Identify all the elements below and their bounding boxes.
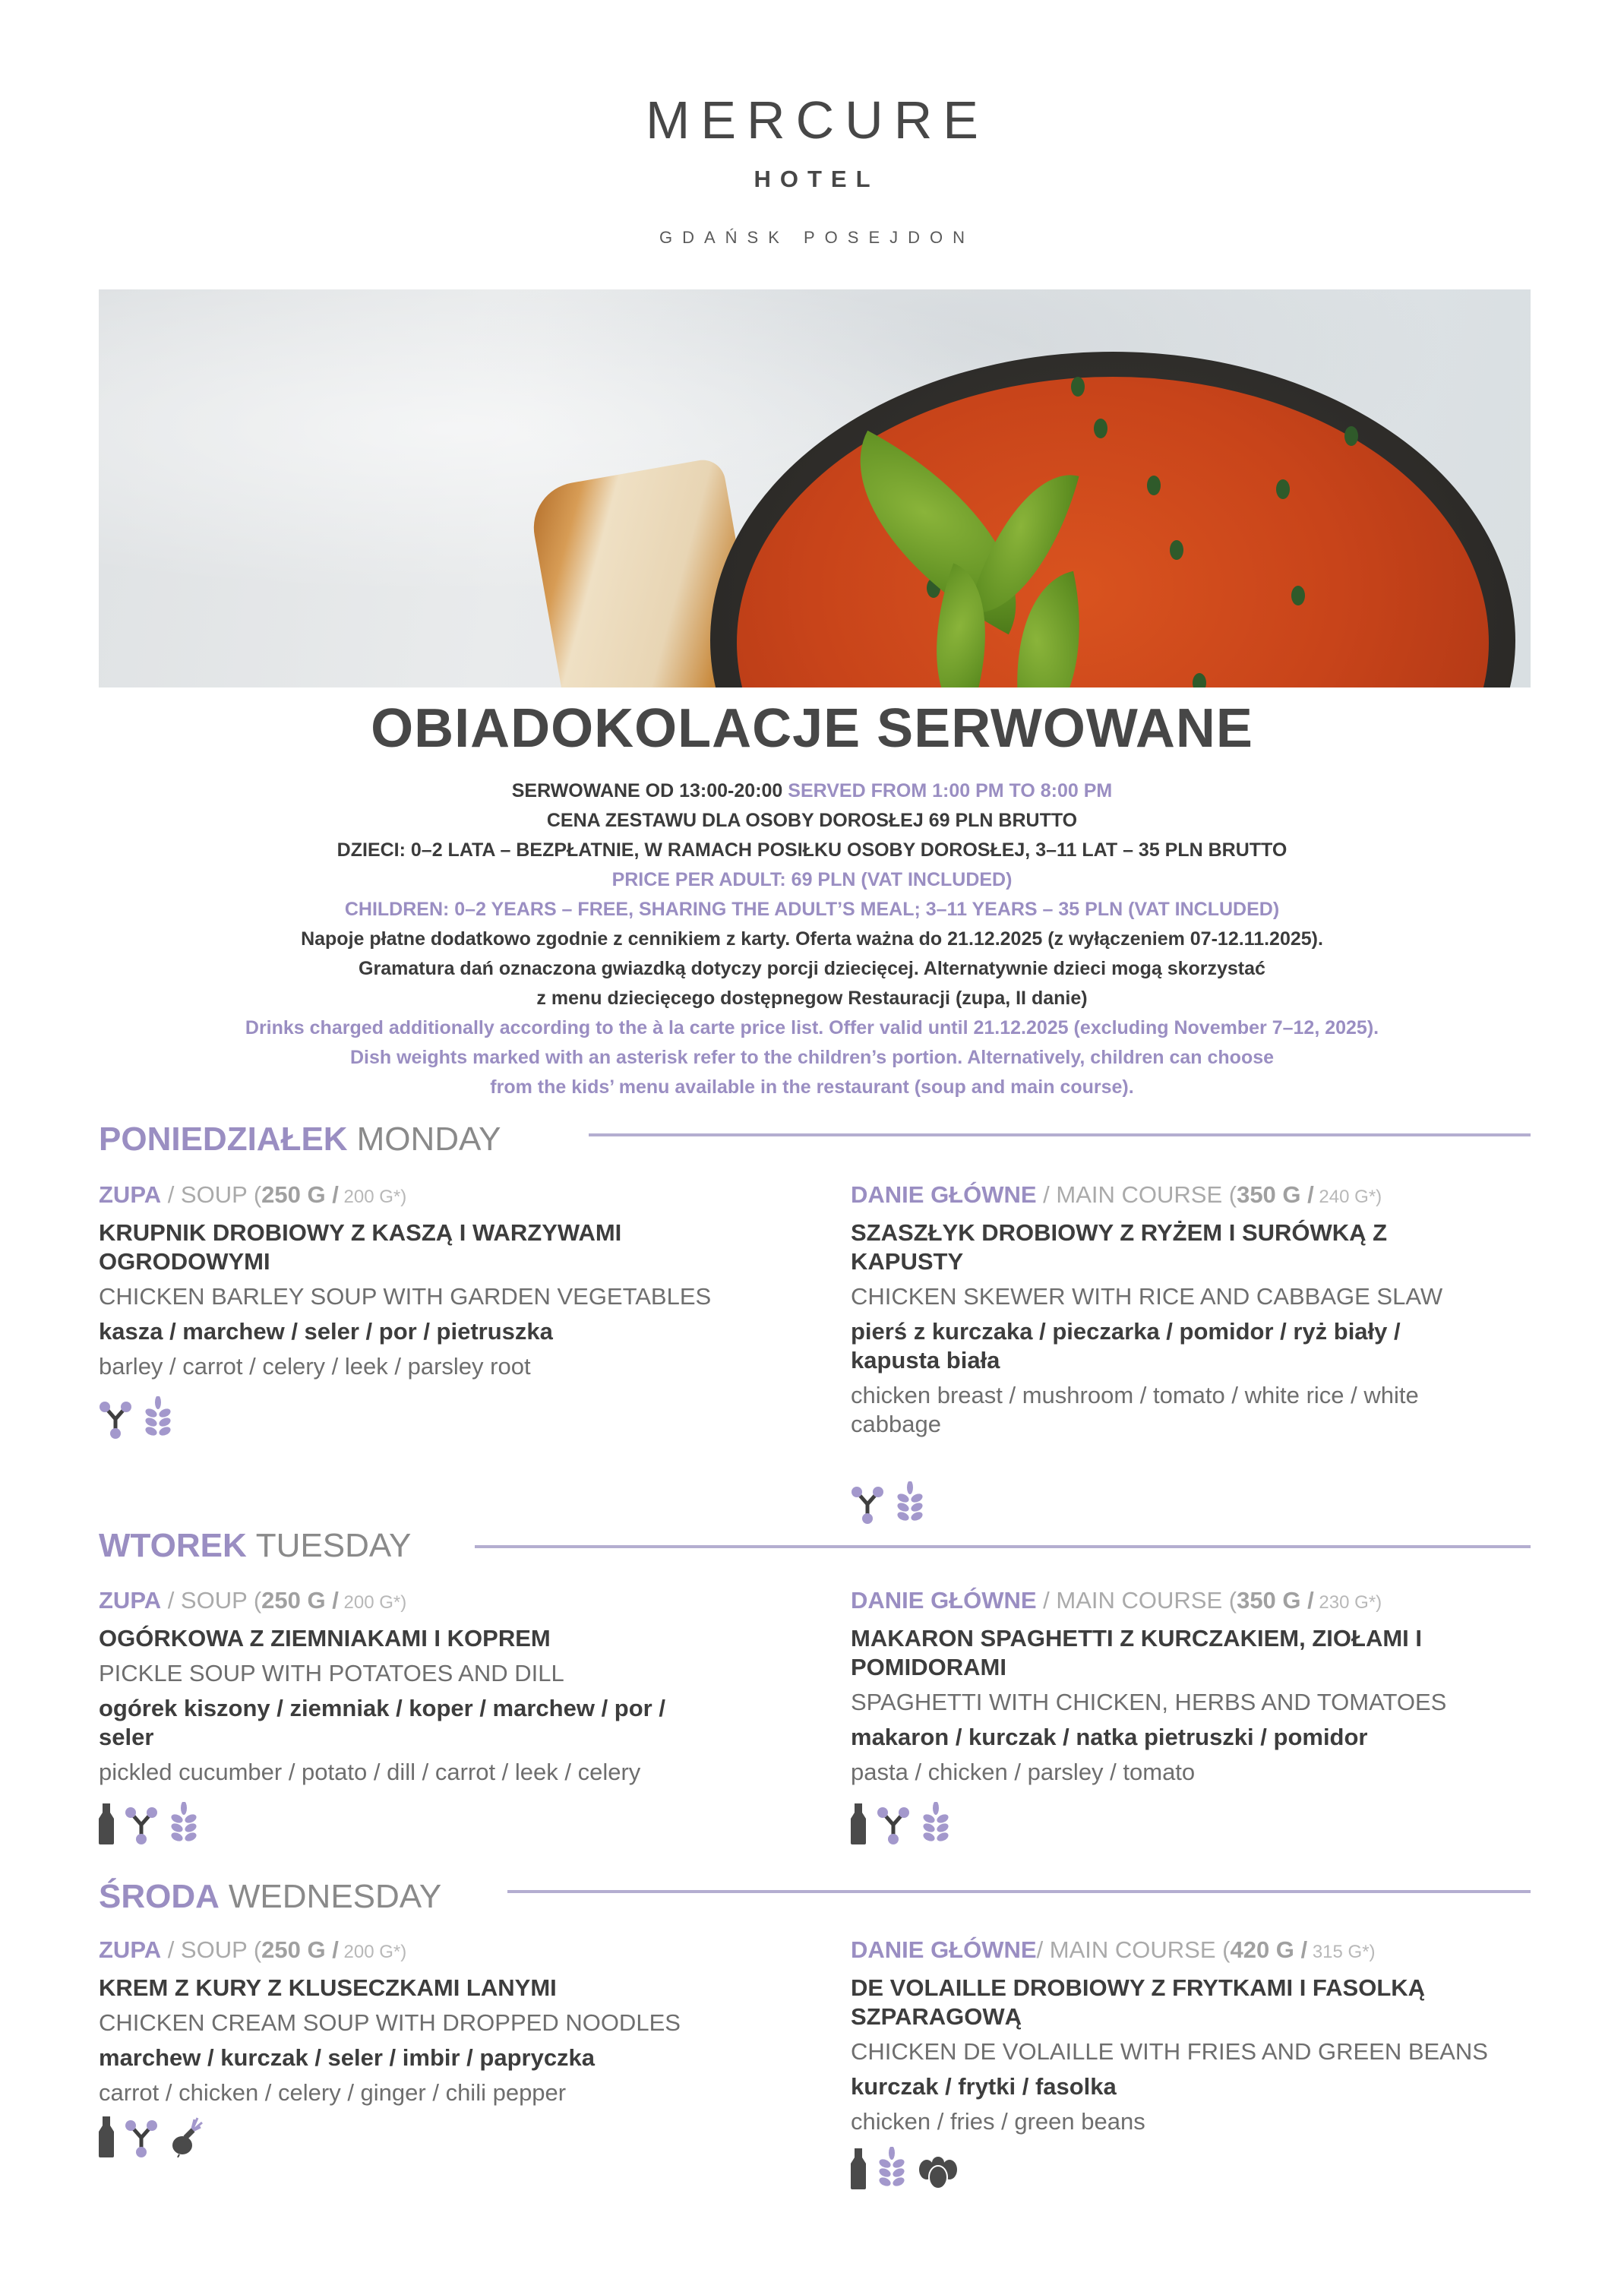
ingredients-pl: pierś z kurczaka / pieczarka / pomidor / ryż biały / kapusta biała xyxy=(851,1318,1401,1373)
hero-image-soup xyxy=(99,289,1531,687)
day-name-pl: WTOREK xyxy=(99,1527,247,1564)
brand-name: MERCURE xyxy=(646,90,989,150)
dish-name-en: PICKLE SOUP WITH POTATOES AND DILL xyxy=(99,1660,564,1686)
ingredients-en: barley / carrot / celery / leek / parsley root xyxy=(99,1353,531,1380)
service-info xyxy=(0,776,1624,1102)
note-en-2: Dish weights marked with an asterisk refer to the children’s portion. Alternatively, children can choose xyxy=(349,1047,1275,1068)
adult-price-en: PRICE PER ADULT: 69 PLN (VAT INCLUDED) xyxy=(611,869,1013,890)
dish-name-pl: KREM Z KURY Z KLUSECZKAMI LANYMI xyxy=(99,1974,557,2001)
children-price-en-value: FREE, SHARING THE ADULT’S MEAL; 3–11 YEARS – 35 PLN (VAT INCLUDED) xyxy=(577,899,1280,920)
dish-name-en: CHICKEN BARLEY SOUP WITH GARDEN VEGETABLES xyxy=(99,1283,712,1310)
allergen-icons xyxy=(99,1802,199,1844)
day-header-monday xyxy=(99,1117,501,1162)
course-category: ZUPA / SOUP (250 G / 200 G*) xyxy=(99,1936,407,1963)
dish-name-pl: OGÓRKOWA Z ZIEMNIAKAMI I KOPREM xyxy=(99,1625,551,1652)
allergen-icons xyxy=(99,2116,204,2157)
note-en-3: from the kids’ menu available in the restaurant (soup and main course). xyxy=(490,1076,1134,1098)
celery-icon xyxy=(877,1806,910,1844)
divider-line xyxy=(475,1545,1531,1548)
note-pl-3: z menu dziecięcego dostępnegow Restauracji (zupa, II danie) xyxy=(536,988,1088,1009)
celery-icon xyxy=(851,1486,884,1524)
divider-line xyxy=(507,1890,1531,1893)
monday-soup xyxy=(99,1180,782,1381)
gluten-icon xyxy=(877,2147,907,2189)
page-title: OBIADOKOLACJE SERWOWANE xyxy=(371,698,1253,759)
dish-name-en: CHICKEN CREAM SOUP WITH DROPPED NOODLES xyxy=(99,2009,681,2036)
tuesday-soup xyxy=(99,1585,782,1787)
served-hours-en: SERVED FROM 1:00 PM TO 8:00 PM xyxy=(788,780,1113,801)
brand-location: GDAŃSK POSEJDON xyxy=(659,228,975,247)
milk-icon xyxy=(851,1803,866,1844)
dish-name-pl: KRUPNIK DROBIOWY Z KASZĄ I WARZYWAMI OGRODOWYMI xyxy=(99,1219,622,1275)
course-category: ZUPA / SOUP (250 G / 200 G*) xyxy=(99,1587,407,1614)
celery-icon xyxy=(99,1401,132,1439)
ingredients-pl: ogórek kiszony / ziemniak / koper / marchew / por / seler xyxy=(99,1695,665,1750)
monday-main xyxy=(851,1180,1534,1439)
eggs-icon xyxy=(918,2156,959,2189)
day-name-pl: ŚRODA xyxy=(99,1878,220,1915)
allergen-icons xyxy=(851,1802,951,1844)
tuesday-main xyxy=(851,1585,1534,1787)
ingredients-en: chicken breast / mushroom / tomato / white rice / white cabbage xyxy=(851,1382,1419,1437)
wednesday-main xyxy=(851,1935,1534,2136)
dish-name-en: CHICKEN DE VOLAILLE WITH FRIES AND GREEN BEANS xyxy=(851,2038,1488,2065)
dish-name-en: SPAGHETTI WITH CHICKEN, HERBS AND TOMATOES xyxy=(851,1689,1447,1715)
dish-name-pl: DE VOLAILLE DROBIOWY Z FRYTKAMI I FASOLKĄ SZPARAGOWĄ xyxy=(851,1974,1426,2030)
milk-icon xyxy=(99,1803,114,1844)
gluten-icon xyxy=(921,1802,951,1844)
day-name-en: MONDAY xyxy=(356,1121,501,1158)
gluten-icon xyxy=(143,1396,173,1439)
root-vegetable-icon xyxy=(169,2116,204,2157)
dish-name-en: CHICKEN SKEWER WITH RICE AND CABBAGE SLAW xyxy=(851,1283,1443,1310)
day-name-pl: PONIEDZIAŁEK xyxy=(99,1121,348,1158)
dish-name-pl: SZASZŁYK DROBIOWY Z RYŻEM I SURÓWKĄ Z KAPUSTY xyxy=(851,1219,1388,1275)
ingredients-en: carrot / chicken / celery / ginger / chili pepper xyxy=(99,2079,567,2106)
note-pl-1: Napoje płatne dodatkowo zgodnie z cennikiem z karty. Oferta ważna do 21.12.2025 (z wyłączeniem 07-12.11.2025). xyxy=(301,928,1323,950)
milk-icon xyxy=(99,2116,114,2157)
note-en-1: Drinks charged additionally according to the à la carte price list. Offer valid until 21.12.2025 (excluding November 7–12, 2025). xyxy=(245,1017,1379,1038)
ingredients-pl: kasza / marchew / seler / por / pietruszka xyxy=(99,1318,553,1345)
day-name-en: WEDNESDAY xyxy=(228,1878,442,1915)
ingredients-pl: kurczak / frytki / fasolka xyxy=(851,2073,1117,2100)
dish-name-pl: MAKARON SPAGHETTI Z KURCZAKIEM, ZIOŁAMI I POMIDORAMI xyxy=(851,1625,1422,1680)
adult-price-pl-label: CENA ZESTAWU DLA OSOBY DOROSŁEJ xyxy=(546,810,929,831)
celery-icon xyxy=(125,1806,158,1844)
day-header-wednesday xyxy=(99,1874,441,1920)
course-category: DANIE GŁÓWNE / MAIN COURSE (350 G / 240 G*) xyxy=(851,1181,1382,1208)
gluten-icon xyxy=(169,1802,199,1844)
day-header-tuesday xyxy=(99,1523,411,1569)
day-name-en: TUESDAY xyxy=(255,1527,412,1564)
ingredients-en: pickled cucumber / potato / dill / carrot / leek / celery xyxy=(99,1759,641,1785)
ingredients-en: pasta / chicken / parsley / tomato xyxy=(851,1759,1196,1785)
brand-subtitle: HOTEL xyxy=(754,166,880,192)
children-price-pl-value: BEZPŁATNIE, W RAMACH POSIŁKU OSOBY DOROSŁEJ, 3–11 LAT – 35 PLN BRUTTO xyxy=(516,839,1288,861)
course-category: ZUPA / SOUP (250 G / 200 G*) xyxy=(99,1181,407,1208)
children-price-pl-label: DZIECI: 0–2 LATA – xyxy=(336,839,517,861)
adult-price-pl-value: 69 PLN BRUTTO xyxy=(928,810,1078,831)
allergen-icons xyxy=(99,1396,173,1439)
allergen-icons xyxy=(851,1481,925,1524)
note-pl-2: Gramatura dań oznaczona gwiazdką dotyczy porcji dziecięcej. Alternatywnie dzieci mogą skorzystać xyxy=(359,958,1265,979)
course-category: DANIE GŁÓWNE / MAIN COURSE (350 G / 230 G*) xyxy=(851,1587,1382,1614)
ingredients-pl: marchew / kurczak / seler / imbir / papryczka xyxy=(99,2044,596,2071)
milk-icon xyxy=(851,2148,866,2189)
allergen-icons xyxy=(851,2147,959,2189)
course-category: DANIE GŁÓWNE/ MAIN COURSE (420 G / 315 G*) xyxy=(851,1936,1376,1963)
children-price-en-label: CHILDREN: 0–2 YEARS – xyxy=(344,899,578,920)
celery-icon xyxy=(125,2119,158,2157)
ingredients-pl: makaron / kurczak / natka pietruszki / pomidor xyxy=(851,1724,1368,1750)
gluten-icon xyxy=(895,1481,925,1524)
served-hours-pl: SERWOWANE OD 13:00-20:00 xyxy=(511,780,783,801)
ingredients-en: chicken / fries / green beans xyxy=(851,2108,1145,2135)
wednesday-soup xyxy=(99,1935,782,2107)
divider-line xyxy=(589,1133,1531,1136)
